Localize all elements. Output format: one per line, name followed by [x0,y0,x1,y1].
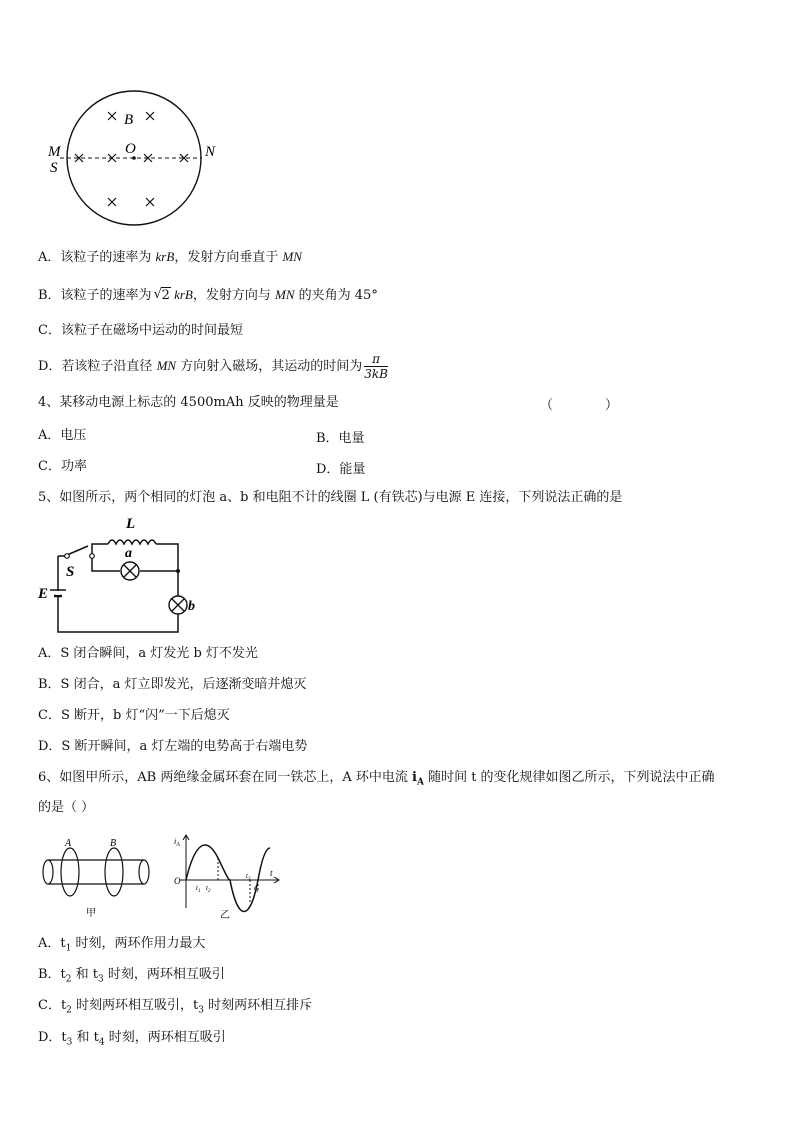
q4-stem: 4、某移动电源上标志的 4500mAh 反映的物理量是 [38,395,339,410]
q5-option-c: C．S 断开，b 灯“闪”一下后熄灭 [38,708,230,723]
label-a: a [125,546,132,561]
wire-to-branches [92,544,108,556]
sqrt-symbol: √ 2 [153,287,170,303]
q4-option-c: C．功率 [38,459,87,474]
y-axis-label: $i_A$ [174,837,180,848]
wire-left [58,556,178,632]
q3-option-a: A．该粒子的速率为 krB，发射方向垂直于 MN [38,249,302,265]
x-axis-label: t [270,868,273,878]
q3-option-d: D．若该粒子沿直径 MN 方向射入磁场，其运动的时间为 $\frac{\pi}{3kB}$ [38,352,388,381]
tick-t4: $t_4$ [254,884,259,894]
q5-option-b: B．S 闭合，a 灯立即发光，后逐渐变暗并熄灭 [38,677,307,692]
magnetic-field-figure [40,90,230,230]
rings-on-core-figure [40,832,160,922]
q5-stem: 5、如图所示，两个相同的灯泡 a、b 和电阻不计的线圈 L (有铁芯)与电源 E 连接，下列说法正确的是 [38,490,623,505]
q4-option-d: D．能量 [316,462,366,477]
ring-b [105,848,123,896]
q5-option-a: A．S 闭合瞬间，a 灯发光 b 灯不发光 [38,646,258,661]
label-m: M [48,144,61,160]
lamp-a [121,562,139,580]
ring-b-label: B [110,838,117,849]
label-e: E [38,586,49,602]
switch-s [67,546,88,555]
origin-label: O [174,876,181,886]
q6-stem-line2: 的是（ ） [38,800,95,815]
label-s: S [50,160,58,176]
figure-caption-yi: 乙 [220,910,230,921]
label-b: B [124,112,134,128]
tick-t3: $t_3$ [246,872,251,882]
inductor-l [108,540,156,544]
core-end [139,860,149,884]
tick-t1: $t_1$ [196,884,201,894]
figure-caption-jia: 甲 [86,908,96,919]
current-time-graph [166,830,286,922]
fraction-pi-over-3kb: $\frac{\pi}{3kB}$ [364,352,388,381]
q4-answer-bracket: （ ） [540,398,619,413]
q4-option-b: B．电量 [316,431,365,446]
label-n: N [205,144,216,160]
ring-a-label: A [65,838,72,849]
label-b: b [188,599,195,614]
q6-stem-line1: 6、如图甲所示，AB 两绝缘金属环套在同一铁芯上，A 环中电流 $i_A$ 随时间 t 的变化规律如图乙所示，下列说法中正确 [38,770,715,788]
label-l: L [126,516,136,532]
ring-a [61,848,79,896]
q3-option-c: C．该粒子在磁场中运动的时间最短 [38,323,243,338]
label-o: O [125,141,136,157]
lamp-b [169,596,187,614]
tick-t2: $t_2$ [206,884,211,894]
label-s: S [66,564,75,580]
circuit-diagram [36,512,196,638]
q6-option-a: A．$t_1$ 时刻，两环作用力最大 [38,936,206,954]
wire-top-right [156,544,178,596]
q3-option-b: B．该粒子的速率为 √ 2 krB，发射方向与 MN 的夹角为 45° [38,287,378,303]
current-curve [186,845,270,911]
q5-option-d: D．S 断开瞬间，a 灯左端的电势高于右端电势 [38,739,308,754]
q6-option-c: C．$t_2$ 时刻两环相互吸引，$t_3$ 时刻两环相互排斥 [38,998,313,1016]
q6-option-d: D．$t_3$ 和 $t_4$ 时刻，两环相互吸引 [38,1030,226,1048]
q6-option-b: B．$t_2$ 和 $t_3$ 时刻，两环相互吸引 [38,967,225,985]
q4-option-a: A．电压 [38,428,87,443]
